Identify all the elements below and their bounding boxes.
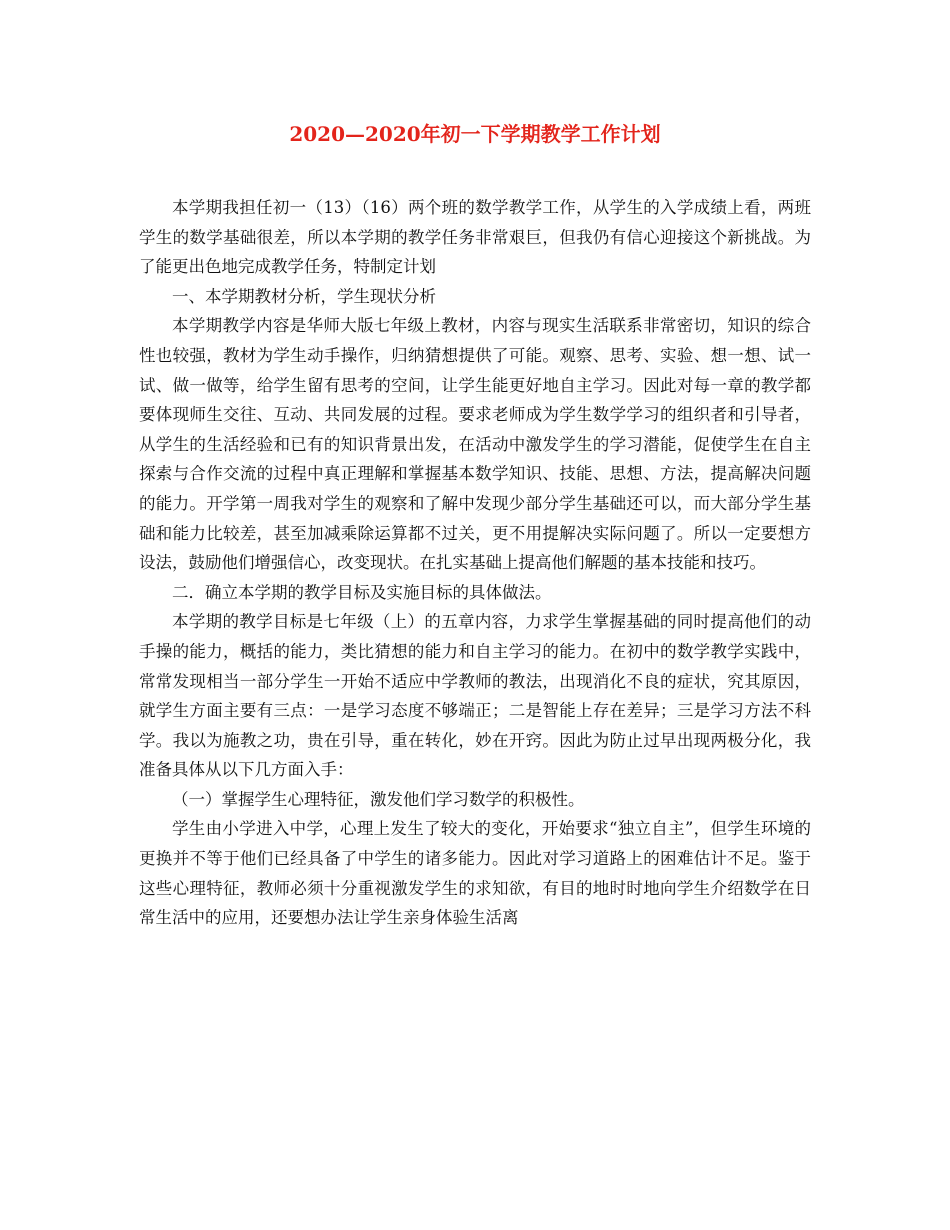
document-body xyxy=(139,193,811,933)
subsection-heading-1: （一）掌握学生心理特征，激发他们学习数学的积极性。 xyxy=(172,789,585,809)
section-heading-2: 二．确立本学期的教学目标及实施目标的具体做法。 xyxy=(172,582,552,602)
section-heading-1: 一、本学期教材分析，学生现状分析 xyxy=(172,286,436,306)
paragraph-intro: 本学期我担任初一（13）（16）两个班的数学教学工作，从学生的入学成绩上看，两班学生的数学基础很差，所以本学期的教学任务非常艰巨，但我仍有信心迎接这个新挑战。为了能更出色地完成教学任务，特制定计划 xyxy=(139,198,811,277)
document-title: 2020—2020年初一下学期教学工作计划 xyxy=(289,122,661,146)
paragraph-teaching-goals: 本学期的教学目标是七年级（上）的五章内容，力求学生掌握基础的同时提高他们的动手操的能力，概括的能力，类比猜想的能力和自主学习的能力。在初中的数学教学实践中，常常发现相当一部分学生一开始不适应中学教师的教法，出现消化不良的症状，究其原因，就学生方面主要有三点：一是学习态度不够端正；二是智能上存在差异；三是学习方法不科学。我以为施教之功，贵在引导，重在转化，妙在开窍。因此为防止过早出现两极分化，我准备具体从以下几方面入手： xyxy=(139,612,811,780)
paragraph-textbook-analysis: 本学期教学内容是华师大版七年级上教材，内容与现实生活联系非常密切，知识的综合性也较强，教材为学生动手操作，归纳猜想提供了可能。观察、思考、实验、想一想、试一试、做一做等，给学生留有思考的空间，让学生能更好地自主学习。因此对每一章的教学都要体现师生交往、互动、共同发展的过程。要求老师成为学生数学学习的组织者和引导者，从学生的生活经验和已有的知识背景出发，在活动中激发学生的学习潜能，促使学生在自主探索与合作交流的过程中真正理解和掌握基本数学知识、技能、思想、方法，提高解决问题的能力。开学第一周我对学生的观察和了解中发现少部分学生基础还可以，而大部分学生基础和能力比较差，甚至加减乘除运算都不过关，更不用提解决实际问题了。所以一定要想方设法，鼓励他们增强信心，改变现状。在扎实基础上提高他们解题的基本技能和技巧。 xyxy=(139,316,811,573)
paragraph-student-psychology: 学生由小学进入中学，心理上发生了较大的变化，开始要求“独立自主”，但学生环境的更换并不等于他们已经具备了中学生的诸多能力。因此对学习道路上的困难估计不足。鉴于这些心理特征，教师必须十分重视激发学生的求知欲，有目的地时时地向学生介绍数学在日常生活中的应用，还要想办法让学生亲身体验生活离 xyxy=(139,819,811,928)
